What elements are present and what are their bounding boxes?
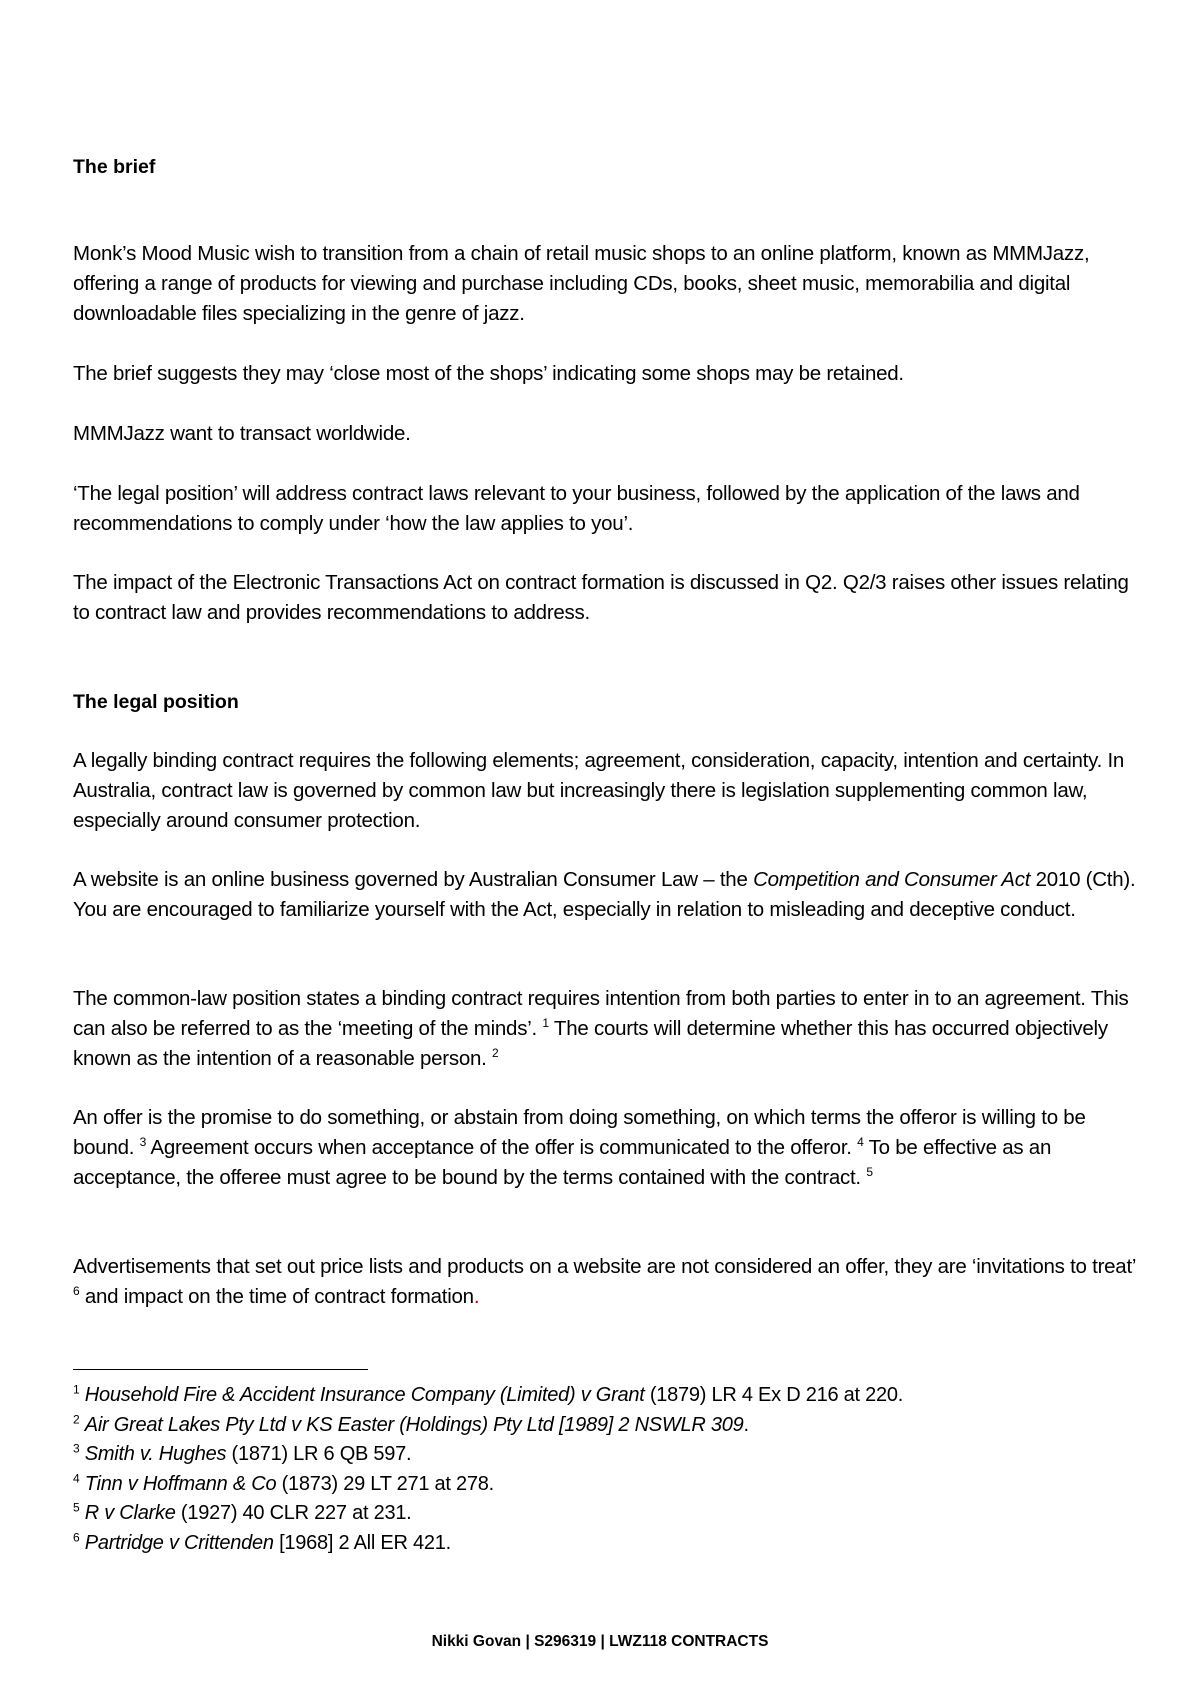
footnote-number: 1 xyxy=(73,1382,80,1397)
footnote-ref-2[interactable]: 2 xyxy=(492,1045,499,1060)
footnote-ref-5[interactable]: 5 xyxy=(866,1164,873,1179)
case-name: Household Fire & Accident Insurance Company (Limited) v Grant xyxy=(84,1384,645,1406)
footnote-number: 2 xyxy=(73,1411,80,1426)
citation: (1873) 29 LT 271 at 278. xyxy=(276,1472,494,1495)
citation: (1927) 40 CLR 227 at 231. xyxy=(175,1502,412,1525)
citation: [1968] 2 All ER 421. xyxy=(273,1531,451,1554)
act-title: Competition and Consumer Act xyxy=(753,868,1031,891)
case-name: Partridge v Crittenden xyxy=(84,1531,274,1554)
legal-position-heading: The legal position xyxy=(73,691,239,713)
footnote-ref-1[interactable]: 1 xyxy=(542,1015,549,1030)
legal-paragraph-3 xyxy=(73,984,1143,1073)
brief-paragraph-1: Monk’s Mood Music wish to transition from a chain of retail music shops to an online platform, known as MMMJazz, offering a range of products for viewing and purchase including CDs, books, sheet music, memorabilia and digital downloadable files specializing in the genre of jazz. xyxy=(73,242,1090,325)
legal-paragraph-4 xyxy=(73,1103,1143,1192)
footnote-4 xyxy=(73,1470,1143,1500)
citation: (1879) LR 4 Ex D 216 at 220. xyxy=(644,1384,904,1406)
footnote-number: 6 xyxy=(73,1530,80,1545)
footnote-5 xyxy=(73,1499,1143,1529)
footnote-ref-6[interactable]: 6 xyxy=(73,1283,80,1298)
footnote-ref-4[interactable]: 4 xyxy=(857,1134,864,1149)
legal-paragraph-1: A legally binding contract requires the following elements; agreement, consideration, capacity, intention and certainty. In Australia, contract law is governed by common law but increasingly there is legislation supplementing common law, especially around consumer protection. xyxy=(73,749,1125,832)
footnote-ref-3[interactable]: 3 xyxy=(139,1134,147,1149)
page-footer: Nikki Govan | S296319 | LWZ118 CONTRACTS xyxy=(431,1633,769,1650)
case-name: Smith v. Hughes xyxy=(84,1443,227,1466)
footnote-number: 5 xyxy=(73,1500,80,1515)
legal-paragraph-5-text: Advertisements that set out price lists and products on a website are not considered an offer, they are ‘invitations to treat’ xyxy=(73,1255,1136,1278)
legal-paragraph-4-text-end: To be effective as an acceptance, the offeree must agree to be bound by the terms contained with the contract. xyxy=(73,1135,1052,1189)
footnote-number: 3 xyxy=(73,1441,80,1456)
footnote-2 xyxy=(73,1411,1143,1441)
citation: . xyxy=(743,1413,749,1436)
brief-paragraph-5: The impact of the Electronic Transactions Act on contract formation is discussed in Q2. Q2/3 raises other issues relating to contract law and provides recommendations to address. xyxy=(73,571,1129,624)
legal-paragraph-3-text-end: The courts will determine whether this has occurred objectively known as the intention of a reasonable person. xyxy=(73,1016,1108,1070)
legal-paragraph-2 xyxy=(73,865,1143,925)
footnote-3 xyxy=(73,1440,1143,1470)
document-page xyxy=(73,0,1143,1698)
case-name: Tinn v Hoffmann & Co xyxy=(84,1472,277,1495)
brief-paragraph-4: ‘The legal position’ will address contract laws relevant to your business, followed by the application of the laws and recommendations to comply under ‘how the law applies to you’. xyxy=(73,482,1080,535)
footnote-6 xyxy=(73,1529,1143,1559)
legal-paragraph-4-text: An offer is the promise to do something, or abstain from doing something, on which terms the offeror is willing to be bound. xyxy=(73,1106,1086,1159)
footnote-list xyxy=(73,1381,1143,1559)
brief-heading: The brief xyxy=(73,156,156,178)
citation: (1871) LR 6 QB 597. xyxy=(226,1443,412,1466)
legal-paragraph-3-text: The common-law position states a binding contract requires intention from both parties to enter in to an agreement. This can also be referred to as the ‘meeting of the minds’. xyxy=(73,987,1129,1040)
footnote-separator xyxy=(73,1369,368,1370)
legal-paragraph-5-text-end: and impact on the time of contract formation xyxy=(79,1284,474,1308)
legal-paragraph-4-text-middle: Agreement occurs when acceptance of the offer is communicated to the offeror. xyxy=(146,1135,858,1159)
case-name: R v Clarke xyxy=(84,1502,176,1525)
case-name: Air Great Lakes Pty Ltd v KS Easter (Holdings) Pty Ltd [1989] 2 NSWLR 309 xyxy=(84,1413,744,1436)
red-period: . xyxy=(473,1284,480,1308)
footnote-number: 4 xyxy=(73,1471,80,1486)
legal-paragraph-5 xyxy=(73,1252,1143,1312)
brief-paragraph-2: The brief suggests they may ‘close most of the shops’ indicating some shops may be retained. xyxy=(73,362,904,385)
brief-paragraph-3: MMMJazz want to transact worldwide. xyxy=(73,422,411,445)
legal-paragraph-2-text: A website is an online business governed by Australian Consumer Law – the xyxy=(73,868,754,891)
legal-paragraph-2-text-end: 2010 (Cth). You are encouraged to familiarize yourself with the Act, especially in relation to misleading and deceptive conduct. xyxy=(73,868,1136,921)
footnote-1 xyxy=(73,1381,1143,1411)
